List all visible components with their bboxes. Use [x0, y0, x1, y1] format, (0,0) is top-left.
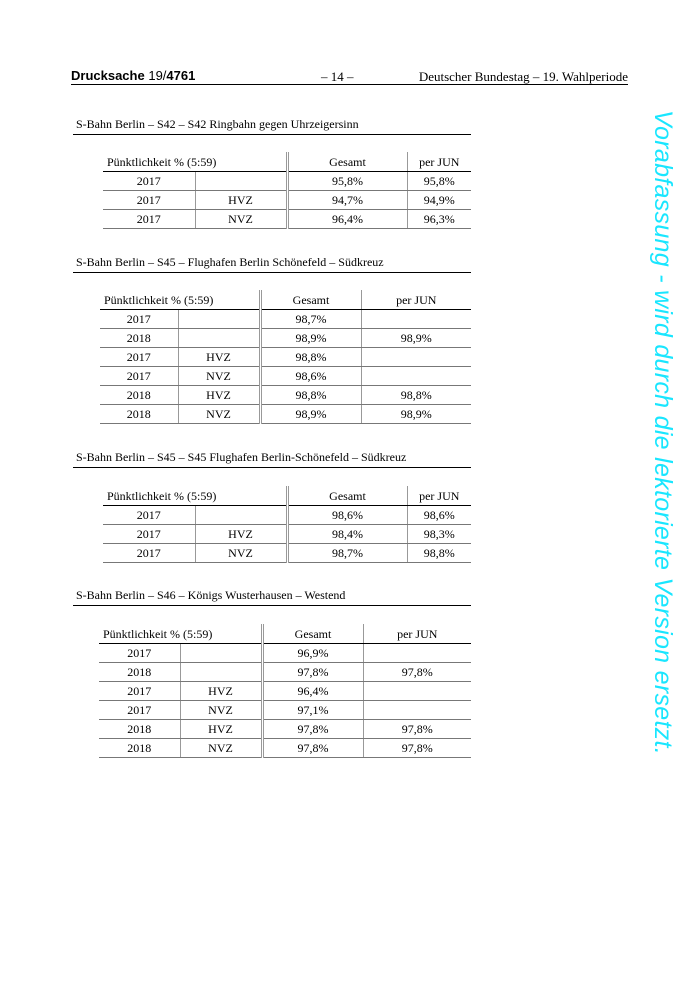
page-header: [71, 68, 628, 85]
table-row: 2017 HVZ 98,4% 98,3%: [103, 525, 471, 544]
table-row: 2017 NVZ 98,7% 98,8%: [103, 544, 471, 563]
table-row: 2018 HVZ 97,8% 97,8%: [99, 720, 471, 739]
header-per-jun: per JUN: [361, 290, 471, 310]
table-row: 2018 HVZ 98,8% 98,8%: [100, 386, 471, 405]
header-punctuality: Pünktlichkeit % (5:59): [99, 624, 262, 644]
section-title: S-Bahn Berlin – S46 – Königs Wusterhausen – Westend: [73, 588, 471, 606]
header-per-jun: per JUN: [407, 152, 471, 172]
header-punctuality: Pünktlichkeit % (5:59): [100, 290, 260, 310]
table-row: 2018 98,9% 98,9%: [100, 329, 471, 348]
section-title: S-Bahn Berlin – S42 – S42 Ringbahn gegen Uhrzeigersinn: [73, 117, 471, 135]
table-header-row: [103, 486, 471, 506]
table-row: 2018 97,8% 97,8%: [99, 663, 471, 682]
table-row: 2017 HVZ 98,8%: [100, 348, 471, 367]
table-row: 2017 NVZ 96,4% 96,3%: [103, 210, 471, 229]
section-s45-b: [73, 450, 471, 468]
header-per-jun: per JUN: [407, 486, 471, 506]
table-row: 2017 HVZ 94,7% 94,9%: [103, 191, 471, 210]
table-row: 2017 98,6% 98,6%: [103, 506, 471, 525]
document-number: Drucksache 19/4761: [71, 68, 196, 83]
header-punctuality: Pünktlichkeit % (5:59): [103, 152, 287, 172]
table-row: 2017 95,8% 95,8%: [103, 172, 471, 191]
section-title: S-Bahn Berlin – S45 – Flughafen Berlin Schönefeld – Südkreuz: [73, 255, 471, 273]
table-row: 2018 NVZ 98,9% 98,9%: [100, 405, 471, 424]
section-s42: [73, 117, 471, 135]
header-total: Gesamt: [262, 624, 363, 644]
section-s46: [73, 588, 471, 606]
table-s45-b: [103, 486, 471, 563]
table-s42: [103, 152, 471, 229]
table-row: 2017 98,7%: [100, 310, 471, 329]
table-row: 2017 HVZ 96,4%: [99, 682, 471, 701]
page-number: – 14 –: [321, 69, 354, 84]
table-s46: [99, 624, 471, 758]
draft-watermark: Vorabfassung - wird durch die lektorierte Version ersetzt.: [649, 110, 677, 755]
table-header-row: [100, 290, 471, 310]
institution-label: Deutscher Bundestag – 19. Wahlperiode: [418, 69, 628, 84]
header-per-jun: per JUN: [363, 624, 471, 644]
section-s45-a: [73, 255, 471, 273]
section-title: S-Bahn Berlin – S45 – S45 Flughafen Berlin-Schönefeld – Südkreuz: [73, 450, 471, 468]
header-total: Gesamt: [287, 486, 407, 506]
table-row: 2017 96,9%: [99, 644, 471, 663]
table-row: 2017 NVZ 97,1%: [99, 701, 471, 720]
table-s45-a: [100, 290, 471, 424]
header-punctuality: Pünktlichkeit % (5:59): [103, 486, 287, 506]
table-row: 2017 NVZ 98,6%: [100, 367, 471, 386]
table-header-row: [99, 624, 471, 644]
header-total: Gesamt: [287, 152, 407, 172]
table-header-row: [103, 152, 471, 172]
header-total: Gesamt: [260, 290, 361, 310]
table-row: 2018 NVZ 97,8% 97,8%: [99, 739, 471, 758]
